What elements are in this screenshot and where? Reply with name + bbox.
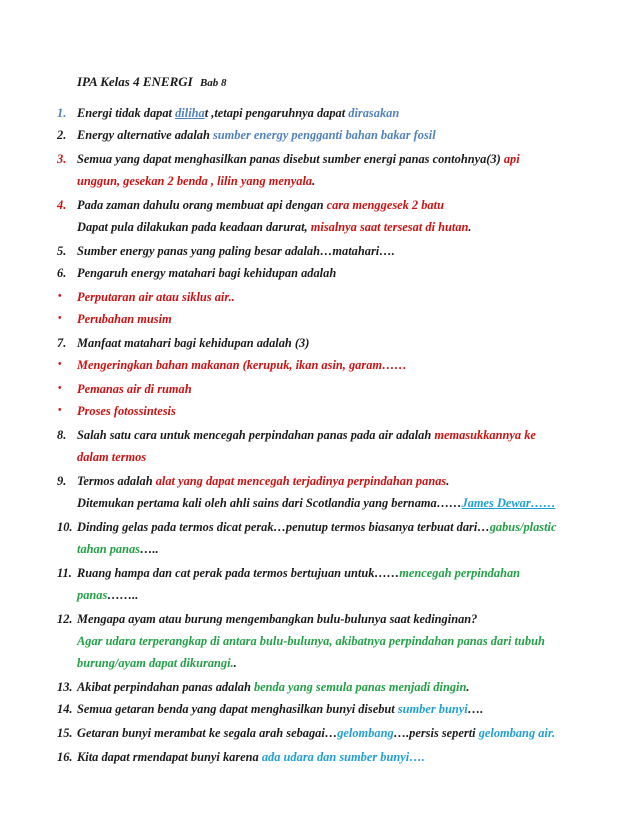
text-segment: Semua getaran benda yang dapat menghasilkan bunyi disebut	[77, 702, 398, 716]
text-segment: Salah satu cara untuk mencegah perpindahan panas pada air adalah	[77, 428, 435, 442]
text-segment: alat yang dapat mencegah terjadinya perpindahan panas	[155, 474, 447, 488]
item-number: 15.	[57, 726, 73, 740]
title-main: IPA Kelas 4 ENERGI	[77, 74, 193, 89]
item-text	[77, 382, 192, 397]
text-segment: …..	[140, 542, 159, 556]
text-segment: gelombang air.	[478, 726, 556, 740]
text-segment: Perputaran air atau siklus air..	[77, 290, 235, 304]
text-segment: ada udara dan sumber bunyi….	[261, 750, 425, 764]
item-text	[77, 174, 315, 189]
text-segment: .	[468, 220, 472, 234]
text-segment: .	[312, 174, 316, 188]
item-text	[77, 198, 444, 213]
text-segment: ,tetapi pengaruhnya dapat	[208, 106, 349, 120]
item-text	[77, 244, 395, 259]
bullet-marker: •	[58, 383, 62, 394]
text-segment: Mengapa ayam atau burung mengembangkan bulu-bulunya saat kedinginan?	[77, 612, 478, 626]
text-segment: .	[233, 656, 237, 670]
text-segment: misalnya saat tersesat di hutan	[310, 220, 469, 234]
text-segment: gelombang	[337, 726, 394, 740]
text-segment: panas	[77, 588, 108, 602]
text-segment: Dapat pula dilakukan pada keadaan darurat,	[77, 220, 311, 234]
text-segment: Dinding gelas pada termos dicat perak…penutup termos biasanya terbuat dari…	[77, 520, 490, 534]
item-number: 14.	[57, 702, 73, 716]
text-segment: Semua yang dapat menghasilkan panas disebut sumber energi panas contohnya(3)	[77, 152, 504, 166]
item-text	[77, 702, 483, 717]
text-segment: Agar udara terperangkap di antara bulu-bulunya, akibatnya perpindahan panas dari tubuh	[77, 634, 545, 648]
item-text	[77, 520, 557, 535]
item-text	[77, 290, 235, 305]
text-segment: Getaran bunyi merambat ke segala arah sebagai…	[77, 726, 338, 740]
text-segment: Proses fotossintesis	[77, 404, 176, 418]
item-text	[77, 726, 555, 741]
item-text	[77, 634, 545, 649]
item-number: 5.	[57, 244, 67, 258]
page-title	[77, 74, 227, 90]
text-segment: ….persis seperti	[393, 726, 479, 740]
bullet-marker: •	[58, 405, 62, 416]
item-text	[77, 496, 555, 511]
item-text	[77, 612, 477, 627]
item-text	[77, 358, 407, 373]
text-segment: Kita dapat rmendapat bunyi karena	[77, 750, 262, 764]
item-text	[77, 542, 159, 557]
bullet-marker: •	[58, 359, 62, 370]
text-segment: api	[503, 152, 520, 166]
text-segment: diliha	[175, 106, 205, 120]
item-text	[77, 404, 176, 419]
text-segment: mencegah perpindahan	[399, 566, 521, 580]
text-segment: Akibat perpindahan panas adalah	[77, 680, 254, 694]
item-number: 6.	[57, 266, 67, 280]
text-segment: sumber energy pengganti bahan bakar fosil	[212, 128, 436, 142]
text-segment: Pengaruh energy matahari bagi kehidupan adalah	[77, 266, 337, 280]
text-segment: t	[204, 106, 209, 120]
item-text	[77, 750, 425, 765]
text-segment: Energi tidak dapat	[77, 106, 176, 120]
text-segment: Termos adalah	[77, 474, 156, 488]
item-text	[77, 566, 520, 581]
item-text	[77, 312, 172, 327]
item-text	[77, 266, 336, 281]
text-segment: Ruang hampa dan cat perak pada termos bertujuan untuk……	[77, 566, 400, 580]
text-segment: .	[466, 680, 470, 694]
item-text	[77, 680, 469, 695]
text-segment: dirasakan	[348, 106, 400, 120]
item-number: 4.	[57, 198, 67, 212]
item-text	[77, 656, 237, 671]
item-text	[77, 106, 399, 121]
item-number: 2.	[57, 128, 67, 142]
text-segment: unggun, gesekan 2 benda , lilin yang menyala	[77, 174, 313, 188]
text-segment: benda yang semula panas menjadi dingin	[253, 680, 467, 694]
item-text	[77, 152, 520, 167]
bullet-marker: •	[58, 313, 62, 324]
text-segment: ……..	[107, 588, 139, 602]
bullet-marker: •	[58, 291, 62, 302]
title-chapter: Bab 8	[199, 77, 227, 89]
text-segment: .	[446, 474, 450, 488]
item-text	[77, 588, 138, 603]
text-segment: Perubahan musim	[77, 312, 172, 326]
item-text	[77, 336, 309, 351]
item-text	[77, 220, 472, 235]
text-segment: burung/ayam dapat dikurangi.	[77, 656, 234, 670]
item-number: 8.	[57, 428, 67, 442]
item-text	[77, 428, 536, 443]
text-segment: gabus/plastic	[489, 520, 557, 534]
item-number: 1.	[57, 106, 67, 120]
text-segment: Energy alternative adalah	[77, 128, 213, 142]
text-segment: tahan panas	[77, 542, 141, 556]
text-segment: memasukkannya ke	[434, 428, 536, 442]
item-number: 16.	[57, 750, 73, 764]
text-segment: Pada zaman dahulu orang membuat api dengan	[77, 198, 327, 212]
text-segment: Ditemukan pertama kali oleh ahli sains dari Scotlandia yang bernama……	[77, 496, 462, 510]
item-number: 13.	[57, 680, 73, 694]
item-number: 3.	[57, 152, 67, 166]
item-number: 11.	[57, 566, 72, 580]
text-segment: Manfaat matahari bagi kehidupan adalah (3)	[77, 336, 310, 350]
item-text	[77, 450, 146, 465]
text-segment: sumber bunyi	[397, 702, 468, 716]
item-text	[77, 474, 449, 489]
item-number: 7.	[57, 336, 67, 350]
text-segment: dalam termos	[77, 450, 147, 464]
text-segment: James Dewar……	[461, 496, 556, 510]
item-number: 9.	[57, 474, 67, 488]
text-segment: cara menggesek 2 batu	[326, 198, 444, 212]
text-segment: Mengeringkan bahan makanan (kerupuk, ikan asin, garam……	[77, 358, 407, 372]
text-segment: Pemanas air di rumah	[77, 382, 192, 396]
item-number: 10.	[57, 520, 73, 534]
item-text	[77, 128, 436, 143]
text-segment: ….	[467, 702, 484, 716]
item-number: 12.	[57, 612, 73, 626]
text-segment: Sumber energy panas yang paling besar adalah…matahari….	[77, 244, 395, 258]
